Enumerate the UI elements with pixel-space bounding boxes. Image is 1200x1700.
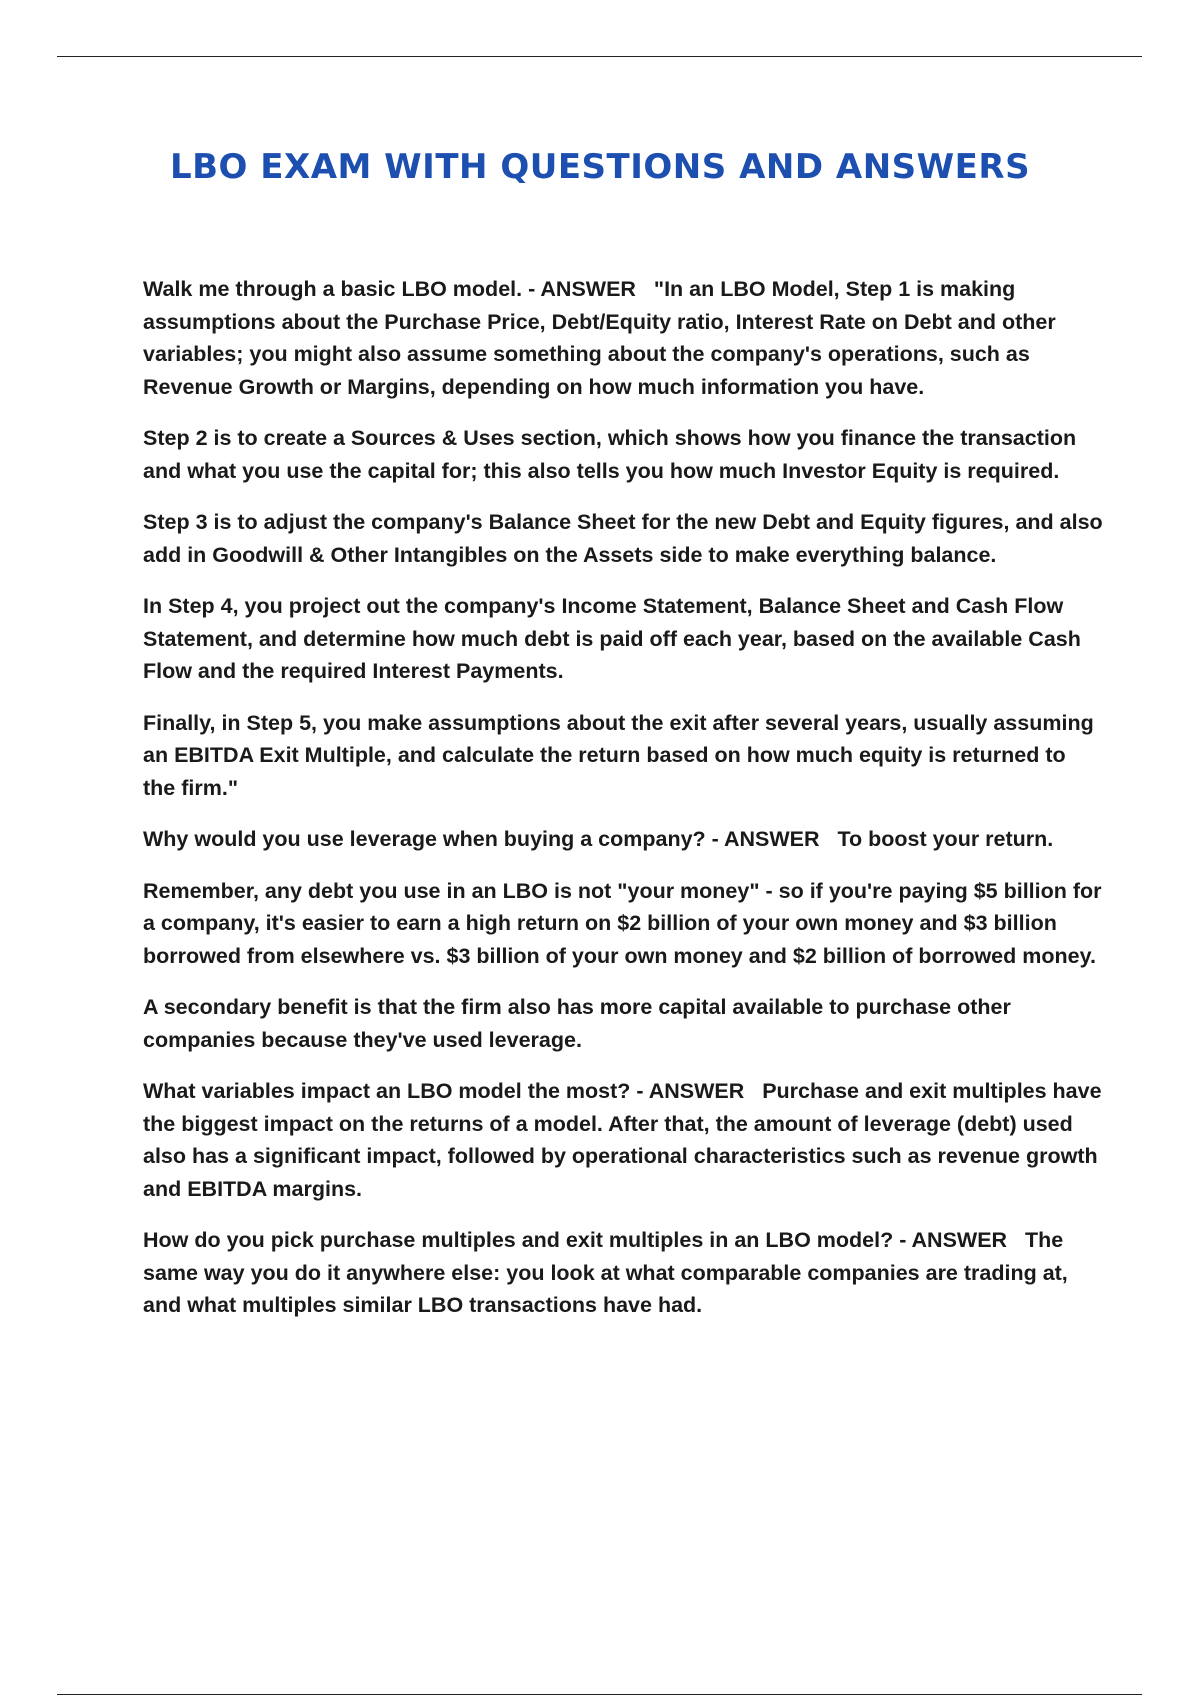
paragraph-5: Finally, in Step 5, you make assumptions about the exit after several years, usually assuming an EBITDA Exit Multiple, and calculate the return based on how much equity is returned to the firm.": [143, 710, 1100, 800]
paragraph-7: Remember, any debt you use in an LBO is not "your money" - so if you're paying $5 billion for a company, it's easier to earn a high return on $2 billion of your own money and $3 billion borrowed from elsewhere vs. $3 billion of your own money and $2 billion of borrowed money.: [143, 878, 1108, 968]
paragraph-4: In Step 4, you project out the company's Income Statement, Balance Sheet and Cash Flow Statement, and determine how much debt is paid off each year, based on the available Cash Flow and the required Interest Payments.: [143, 594, 1087, 683]
footer-rule: [57, 1694, 1142, 1695]
document-title: LBO EXAM WITH QUESTIONS AND ANSWERS: [169, 147, 1031, 187]
paragraph-9: What variables impact an LBO model the most? - ANSWER Purchase and exit multiples have the biggest impact on the returns of a model. After that, the amount of leverage (debt) used also has a significant impact, followed by operational characteristics such as revenue growth and EBITDA margins.: [143, 1079, 1108, 1201]
paragraph-10: How do you pick purchase multiples and exit multiples in an LBO model? - ANSWER The same way you do it anywhere else: you look at what comparable companies are trading at, and what multiples similar LBO transactions have had.: [143, 1228, 1074, 1317]
paragraph-8: A secondary benefit is that the firm also has more capital available to purchase other companies because they've used leverage.: [143, 995, 1017, 1052]
paragraph-2: Step 2 is to create a Sources & Uses section, which shows how you finance the transaction and what you use the capital for; this also tells you how much Investor Equity is required.: [143, 426, 1083, 483]
paragraph-6: Why would you use leverage when buying a company? - ANSWER To boost your return.: [143, 827, 1054, 851]
header-rule: [57, 56, 1142, 57]
paragraph-1: Walk me through a basic LBO model. - ANSWER "In an LBO Model, Step 1 is making assumptions about the Purchase Price, Debt/Equity ratio, Interest Rate on Debt and other variables; you might also assume something about the company's operations, such as Revenue Growth or Margins, depending on how much information you have.: [143, 277, 1062, 399]
paragraph-3: Step 3 is to adjust the company's Balance Sheet for the new Debt and Equity figures, and also add in Goodwill & Other Intangibles on the Assets side to make everything balance.: [143, 510, 1109, 567]
document-body: [143, 273, 1109, 1341]
